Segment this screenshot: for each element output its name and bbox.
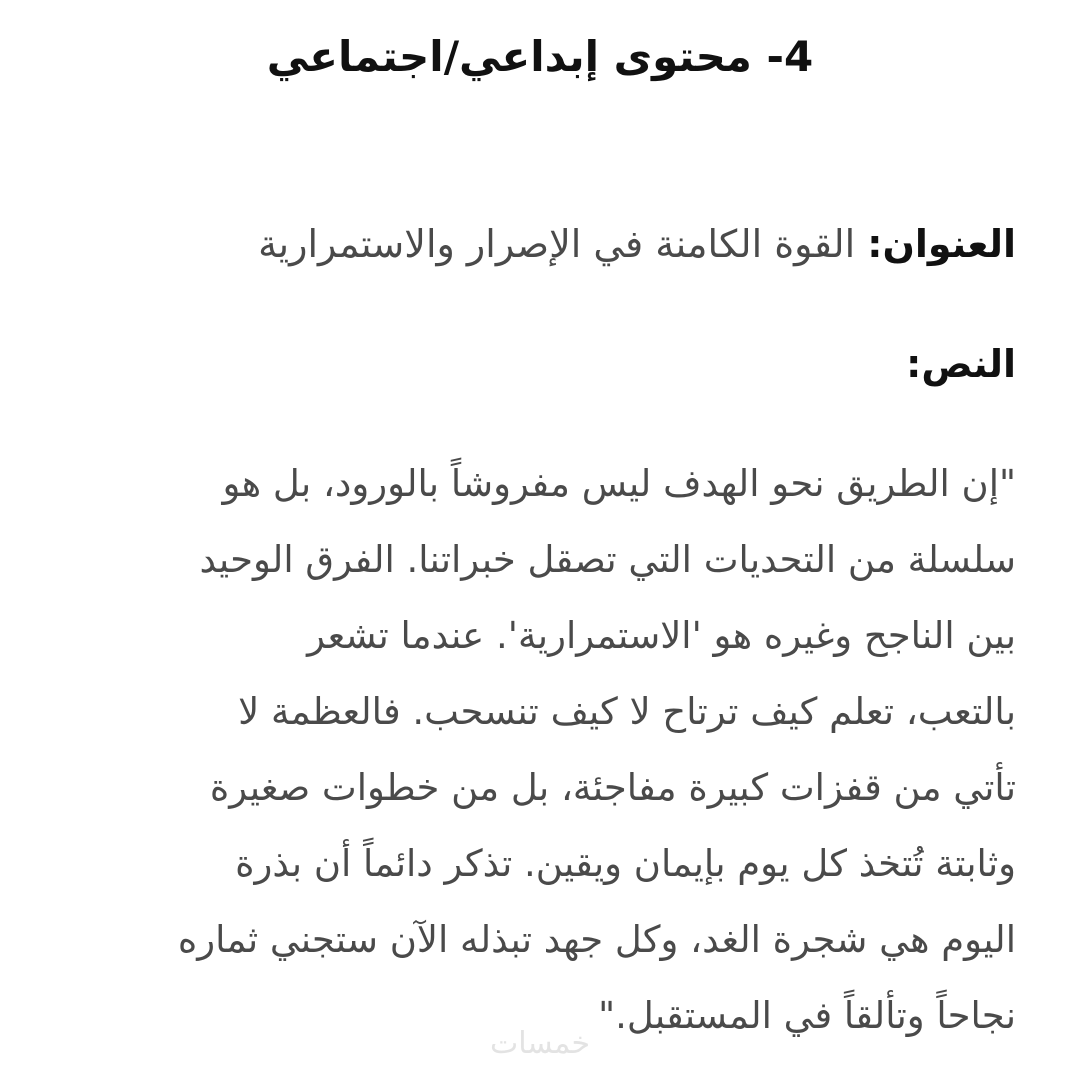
body-line: بالتعب، تعلم كيف ترتاح لا كيف تنسحب. فالعظمة لا [238,690,1016,733]
body-line: "إن الطريق نحو الهدف ليس مفروشاً بالورود، بل هو [222,462,1016,505]
section-heading: 4- محتوى إبداعي/اجتماعي [266,32,814,81]
body-line: بين الناجح وغيره هو 'الاستمرارية'. عندما تشعر [307,614,1016,657]
body-line: سلسلة من التحديات التي تصقل خبراتنا. الفرق الوحيد [199,538,1016,581]
watermark-logo: خمسات [489,1026,591,1061]
title-label: العنوان: [867,222,1016,266]
body-line: اليوم هي شجرة الغد، وكل جهد تبذله الآن ستجني ثماره [177,918,1016,961]
body-line: وثابتة تُتخذ كل يوم بإيمان ويقين. تذكر دائماً أن بذرة [235,842,1016,885]
text-label: النص: [906,342,1016,386]
body-paragraph [56,446,1016,1054]
body-line: نجاحاً وتألقاً في المستقبل." [598,994,1016,1037]
title-line [56,212,1016,276]
title-value: القوة الكامنة في الإصرار والاستمرارية [258,222,856,266]
body-line: تأتي من قفزات كبيرة مفاجئة، بل من خطوات صغيرة [209,766,1016,809]
